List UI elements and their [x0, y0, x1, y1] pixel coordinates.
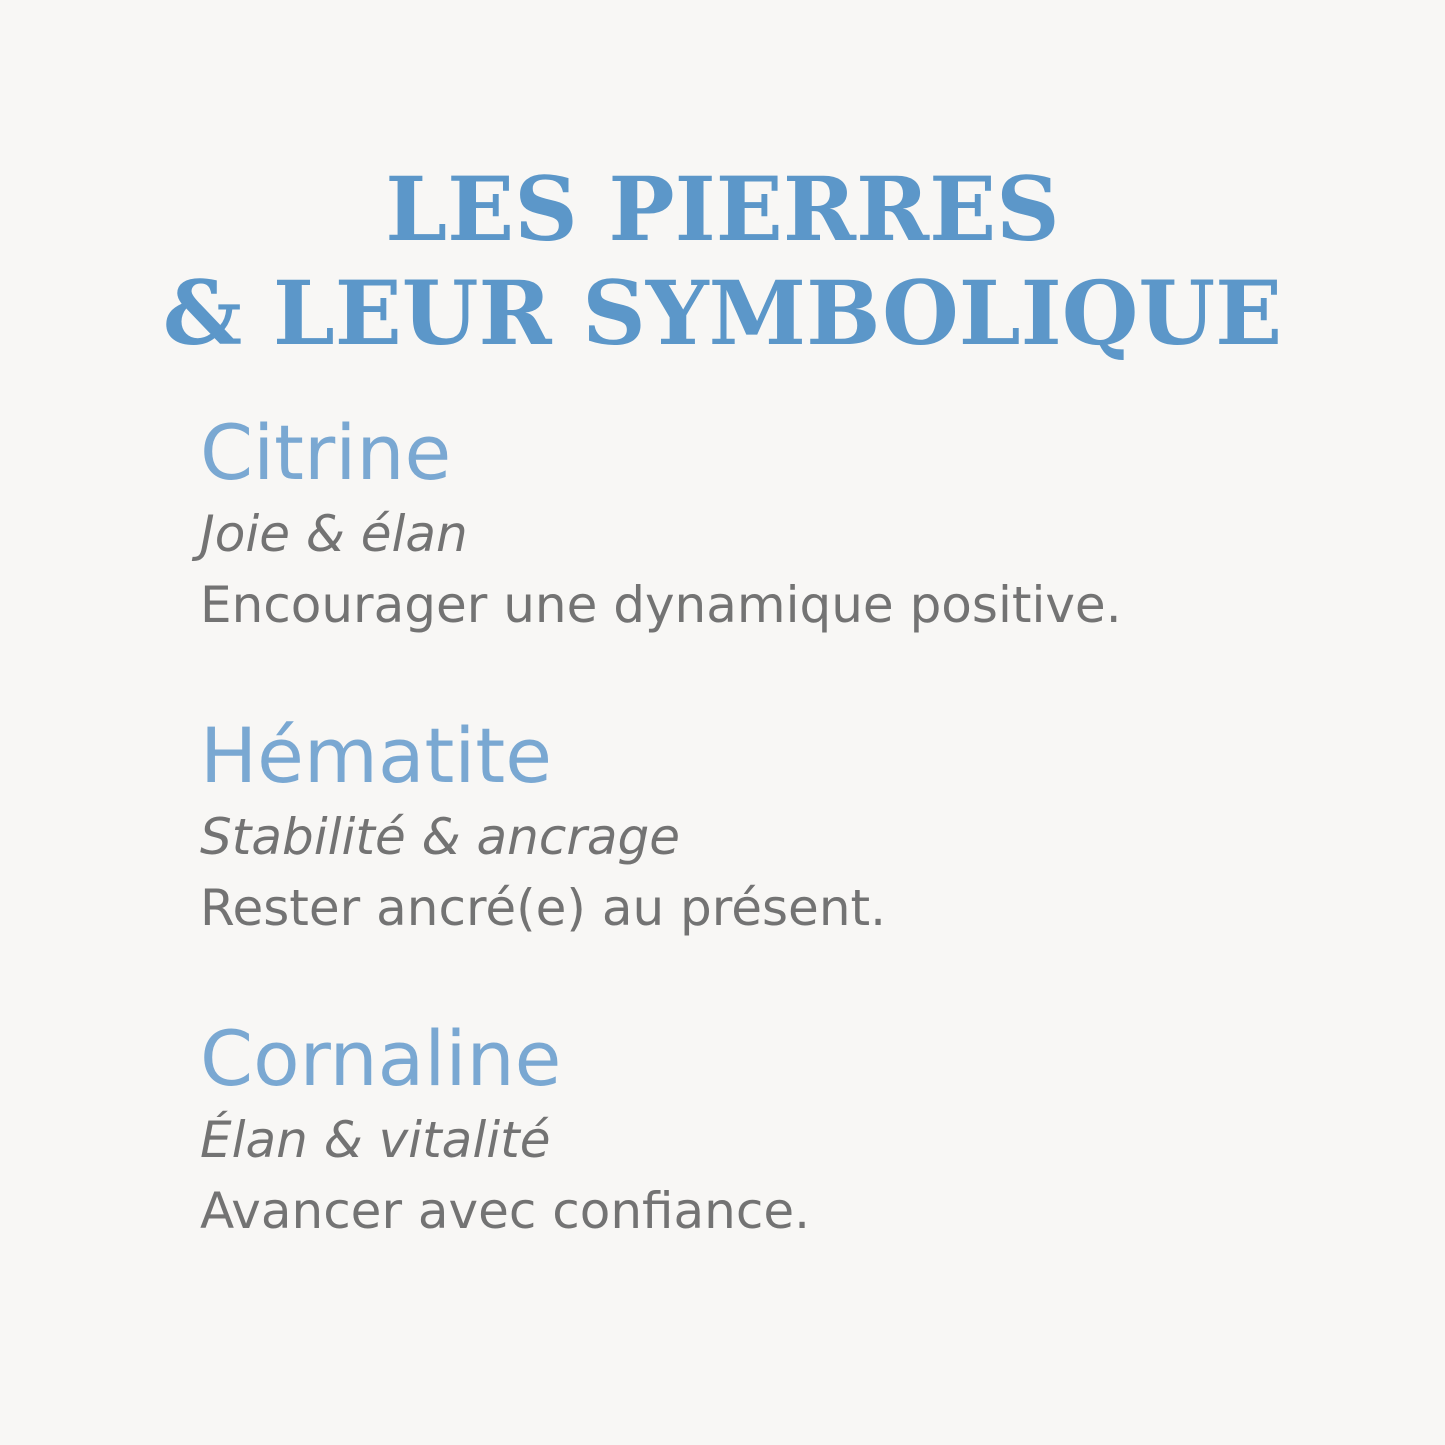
stone-name: Citrine [200, 408, 452, 497]
stone-list [200, 404, 1380, 1313]
stone-theme: Élan & vitalité [200, 1111, 551, 1169]
stone-item-citrine [200, 404, 1380, 644]
page-title-line-2: & LEUR SYMBOLIQUE [162, 260, 1283, 365]
stone-theme: Stabilité & ancrage [200, 808, 681, 866]
stone-description: Encourager une dynamique positive. [200, 576, 1122, 634]
stone-name: Hématite [200, 711, 552, 800]
stone-item-hematite [200, 707, 1380, 947]
stone-item-cornaline [200, 1010, 1380, 1250]
stone-name: Cornaline [200, 1014, 562, 1103]
stone-theme: Joie & élan [200, 505, 468, 563]
stone-description: Rester ancré(e) au présent. [200, 879, 887, 937]
page-title-line-1: LES PIERRES [385, 156, 1060, 261]
stone-description: Avancer avec confiance. [200, 1182, 811, 1240]
page-title [0, 157, 1445, 365]
